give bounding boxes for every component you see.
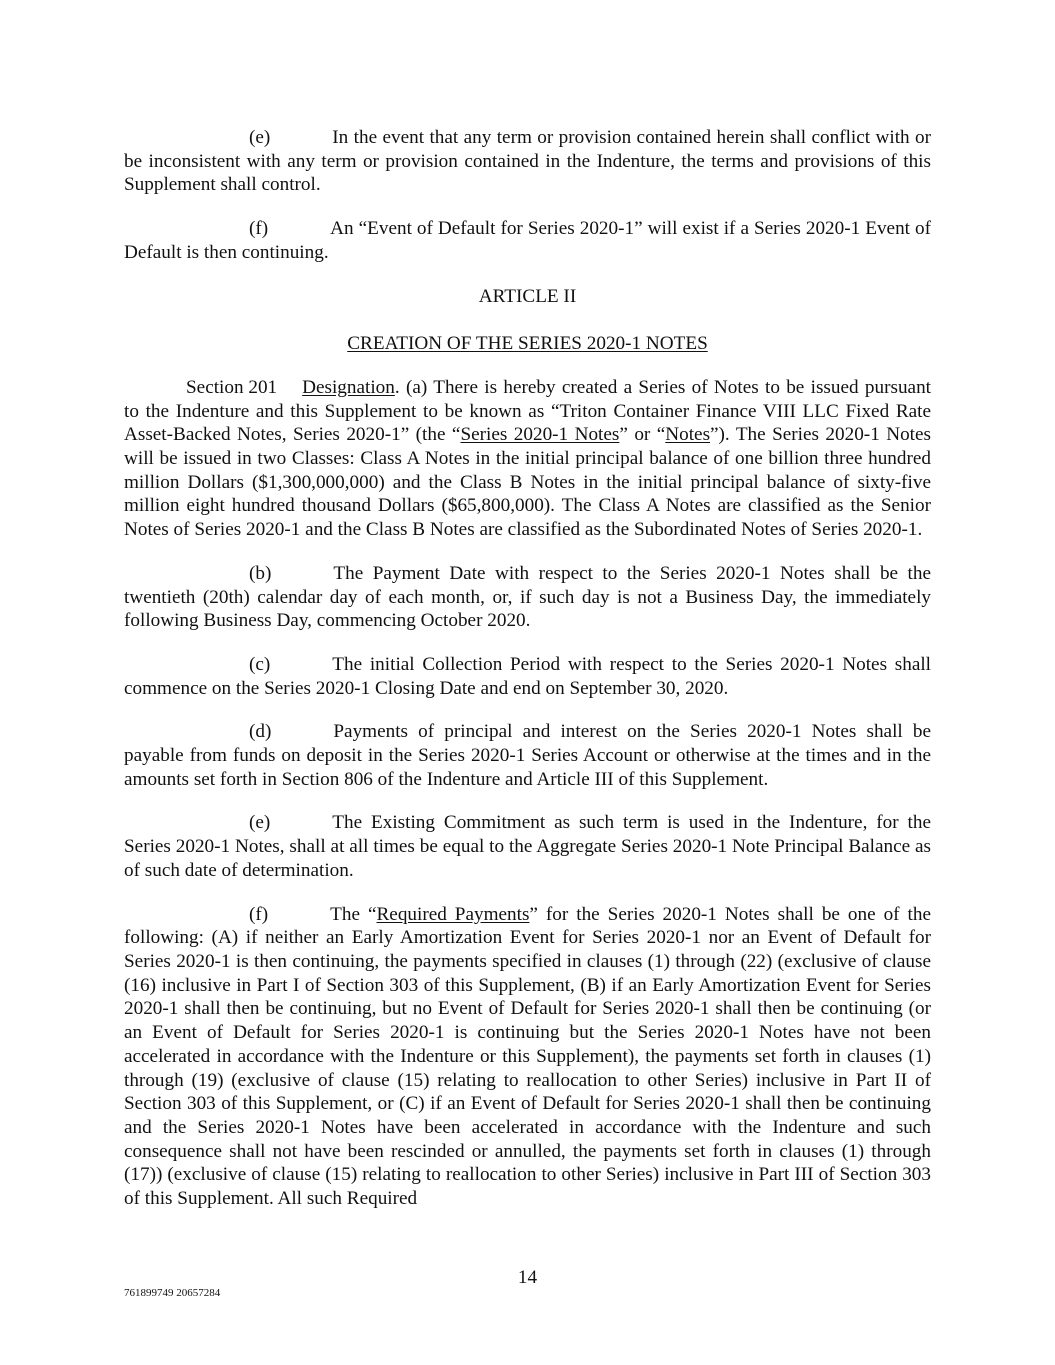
paragraph-text: The initial Collection Period with respect to the Series 2020-1 Notes shall commence on the Series 2020-1 Closing Date and end on September 30, 2020. xyxy=(124,653,931,699)
defined-term-required-payments: Required Payments xyxy=(376,903,530,925)
paragraph-e-existing-commitment xyxy=(124,811,931,882)
section-text-3: ”). The Series 2020-1 Notes will be issued in two Classes: Class A Notes in the initial principal balance of one billion three hundred million Dollars ($1,300,000,000) and the Class B Notes in the initial principal balance of sixty-five million eight hundred thousand Dollars ($65,800,000). The Class A Notes are classified as the Senior Notes of Series 2020-1 and the Class B Notes are classified as the Subordinated Notes of Series 2020-1. xyxy=(124,424,931,541)
paragraph-label: (d) xyxy=(249,721,272,743)
paragraph-text: Payments of principal and interest on the Series 2020-1 Notes shall be payable from funds on deposit in the Series 2020-1 Series Account or otherwise at the times and in the amounts set forth in Section 806 of the Indenture and Article III of this Supplement. xyxy=(124,721,931,790)
defined-term-series-notes: Series 2020-1 Notes xyxy=(460,424,620,446)
section-text-2: ” or “ xyxy=(619,424,666,446)
section-label: Section 201 xyxy=(186,376,278,398)
paragraph-label: (e) xyxy=(249,127,271,148)
paragraph-d-payments xyxy=(124,720,931,791)
article-number: ARTICLE II xyxy=(478,285,577,307)
paragraph-text-1: The “ xyxy=(330,903,377,925)
paragraph-text: An “Event of Default for Series 2020-1” will exist if a Series 2020-1 Event of Default is then continuing. xyxy=(124,218,931,263)
paragraph-b-payment-date xyxy=(124,562,931,633)
paragraph-label: (f) xyxy=(249,218,269,240)
paragraph-label: (b) xyxy=(249,562,272,584)
paragraph-f-required-payments xyxy=(124,903,931,1211)
paragraph-label: (f) xyxy=(249,903,269,925)
paragraph-label: (c) xyxy=(249,653,271,675)
section-text-1: . (a) There is hereby created a Series of Notes to be issued pursuant to the Indenture and this Supplement to be known as “Triton Container Finance VIII LLC Fixed Rate Asset-Backed Notes, Series 2020-1” (the “ xyxy=(124,376,931,446)
section-heading: Designation xyxy=(302,376,395,398)
defined-term-notes: Notes xyxy=(665,424,711,446)
paragraph-text: The Payment Date with respect to the Series 2020-1 Notes shall be the twentieth (20th) calendar day of each month, or, if such day is not a Business Day, the immediately following Business Day, commencing October 2020. xyxy=(124,562,931,632)
document-body xyxy=(124,126,931,1231)
article-title-text: CREATION OF THE SERIES 2020-1 NOTES xyxy=(347,333,708,355)
paragraph-f-event-of-default xyxy=(124,217,931,264)
paragraph-text: In the event that any term or provision contained herein shall conflict with or be inconsistent with any term or provision contained in the Indenture, the terms and provisions of this Supplement shall control. xyxy=(124,127,931,196)
article-title xyxy=(124,332,931,356)
page-number: 14 xyxy=(517,1267,538,1288)
paragraph-text: The Existing Commitment as such term is used in the Indenture, for the Series 2020-1 Notes, shall at all times be equal to the Aggregate Series 2020-1 Note Principal Balance as of such date of determination. xyxy=(124,812,931,881)
section-201-paragraph xyxy=(124,376,931,542)
document-id: 761899749 20657284 xyxy=(124,1287,221,1299)
paragraph-text-2: ” for the Series 2020-1 Notes shall be one of the following: (A) if neither an Early Amortization Event for Series 2020-1 nor an Event of Default for Series 2020-1 is then continuing, the payments specified in clauses (1) through (22) (exclusive of clause (16) inclusive in Part I of Section 303 of this Supplement, (B) if an Early Amortization Event for Series 2020-1 shall then be continuing, but no Event of Default for Series 2020-1 shall then be continuing (or an Event of Default for Series 2020-1 is continuing but the Series 2020-1 Notes have not been accelerated in accordance with the Indenture or this Supplement), the payments set forth in clauses (1) through (19) (exclusive of clause (15) relating to reallocation to other Series) inclusive in Part II of Section 303 of this Supplement, or (C) if an Event of Default for Series 2020-1 shall then be continuing and the Series 2020-1 Notes have been accelerated in accordance with the Indenture and such consequence shall not have been rescinded or annulled, the payments set forth in clauses (1) through (17)) (exclusive of clause (15) relating to reallocation to other Series) inclusive in Part III of Section 303 of this Supplement. All such Required xyxy=(124,903,931,1210)
paragraph-e-conflict xyxy=(124,126,931,197)
paragraph-label: (e) xyxy=(249,812,271,834)
paragraph-c-collection-period xyxy=(124,653,931,700)
